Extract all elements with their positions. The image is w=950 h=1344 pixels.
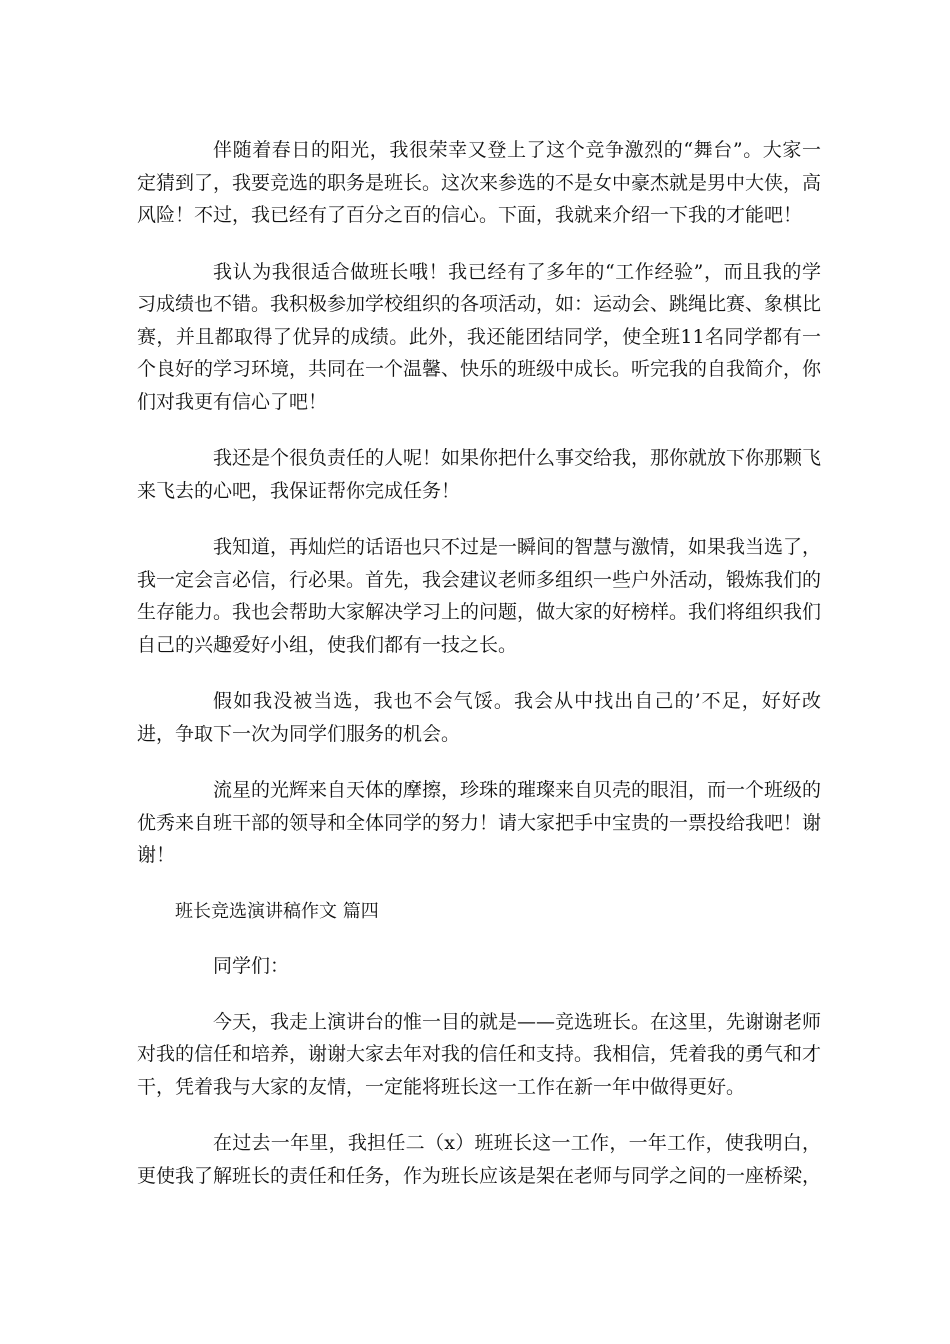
paragraph-if-not-elected: 假如我没被当选，我也不会气馁。我会从中找出自己的’不足，好好改进，争取下一次为同学们服务的机会。 xyxy=(137,690,821,745)
paragraph-past-year: 在过去一年里，我担任二（x）班班长这一工作，一年工作，使我明白，更使我了解班长的责任和任务，作为班长应该是架在老师与同学之间的一座桥梁， xyxy=(137,1132,822,1187)
paragraph-responsibility: 我还是个很负责任的人呢！如果你把什么事交给我，那你就放下你那颗飞来飞去的心吧，我保证帮你完成任务！ xyxy=(137,447,822,502)
paragraph-promises: 我知道，再灿烂的话语也只不过是一瞬间的智慧与激情，如果我当选了，我一定会言必信，行必果。首先，我会建议老师多组织一些户外活动，锻炼我们的生存能力。我也会帮助大家解决学习上的问题，做大家的好榜样。我们将组织我们自己的兴趣爱好小组，使我们都有一技之长。 xyxy=(137,536,822,656)
section-heading: 班长竞选演讲稿作文 篇四 xyxy=(175,900,379,922)
paragraph-purpose: 今天，我走上演讲台的惟一目的就是——竞选班长。在这里，先谢谢老师对我的信任和培养，谢谢大家去年对我的信任和支持。我相信，凭着我的勇气和才干，凭着我与大家的友情，一定能将班长这一工作在新一年中做得更好。 xyxy=(137,1010,822,1098)
greeting-line: 同学们： xyxy=(213,954,290,977)
paragraph-intro: 伴随着春日的阳光，我很荣幸又登上了这个竞争激烈的“舞台”。大家一定猜到了，我要竞选的职务是班长。这次来参选的不是女中豪杰就是男中大侠，高风险！不过，我已经有了百分之百的信心。下面，我就来介绍一下我的才能吧！ xyxy=(137,139,822,226)
paragraph-closing: 流星的光辉来自天体的摩擦，珍珠的璀璨来自贝壳的眼泪，而一个班级的优秀来自班干部的领导和全体同学的努力！请大家把手中宝贵的一票投给我吧！谢谢！ xyxy=(137,779,822,866)
document-body xyxy=(137,134,821,1216)
paragraph-self-introduction: 我认为我很适合做班长哦！我已经有了多年的“工作经验”，而且我的学习成绩也不错。我积极参加学校组织的各项活动，如：运动会、跳绳比赛、象棋比赛，并且都取得了优异的成绩。此外，我还能团结同学，使全班11名同学都有一个良好的学习环境，共同在一个温馨、快乐的班级中成长。听完我的自我简介，你们对我更有信心了吧！ xyxy=(137,260,822,413)
